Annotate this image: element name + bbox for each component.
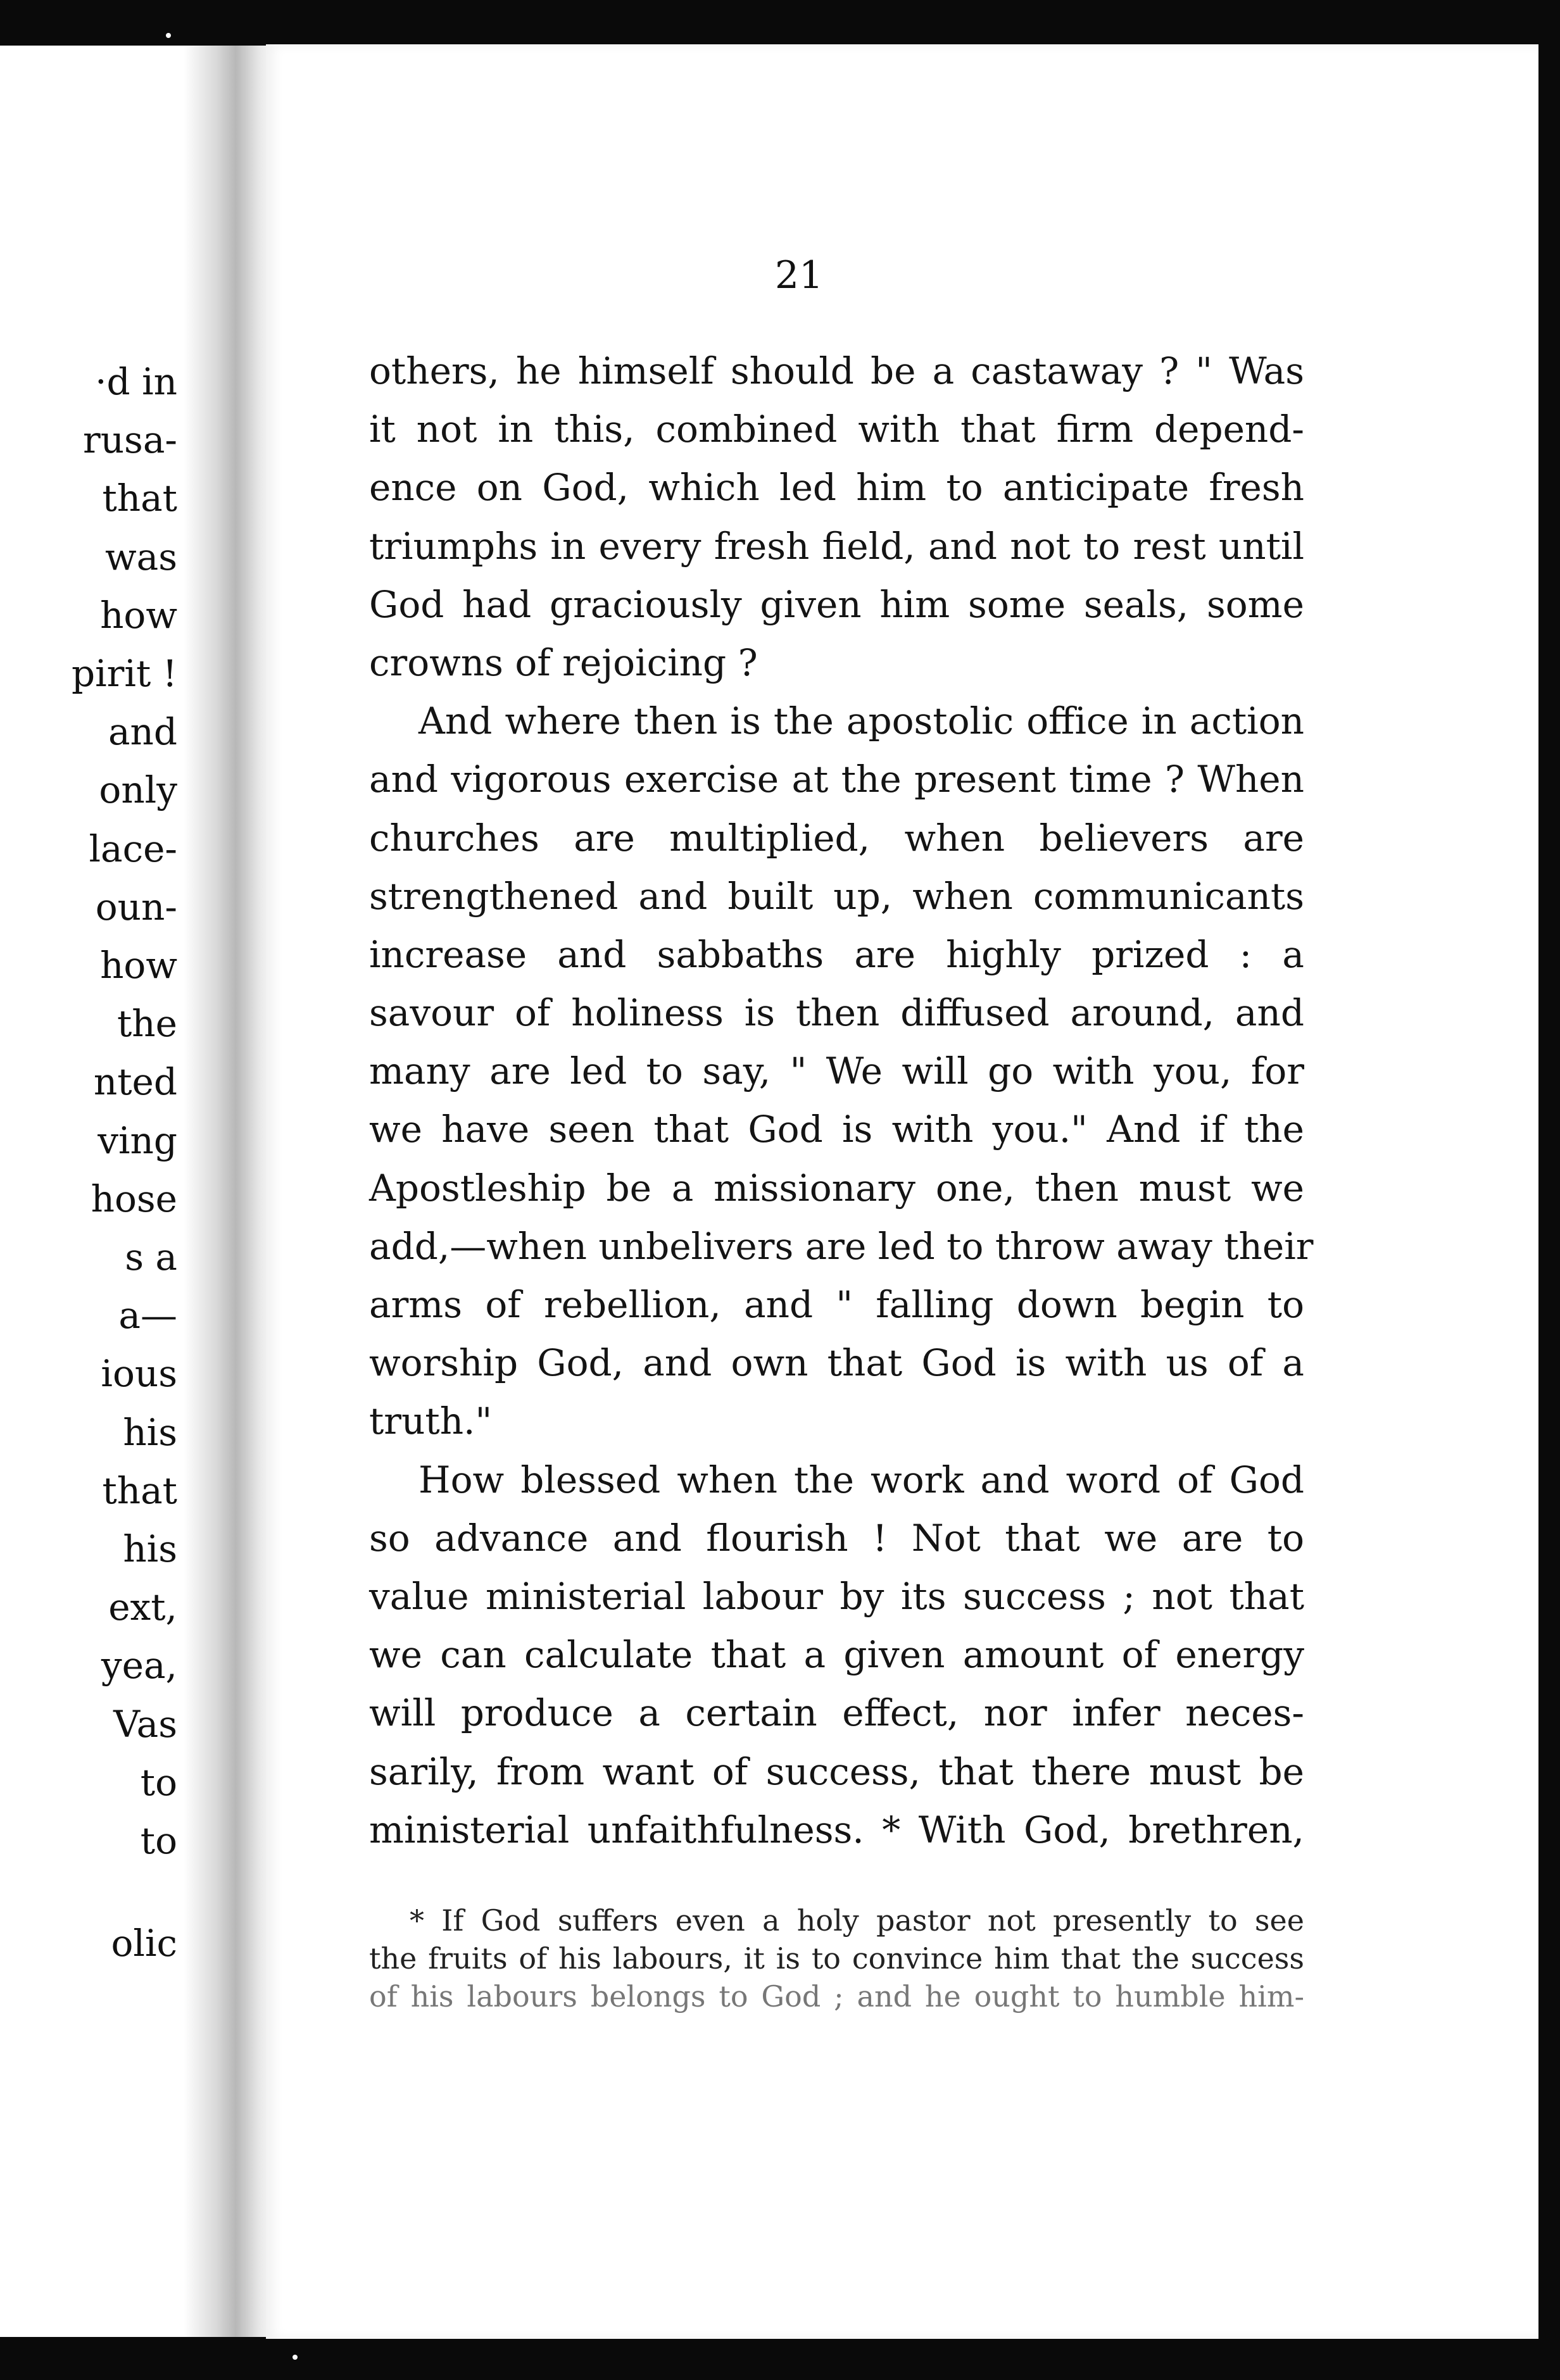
text-line: value ministerial labour by its success ; not that	[369, 1574, 1304, 1618]
previous-page-line-fragment: yea,	[101, 1644, 177, 1688]
text-line: How blessed when the work and word of God	[418, 1458, 1304, 1501]
previous-page-line-fragment: pirit !	[71, 652, 177, 696]
previous-page-line-fragment: his	[123, 1527, 177, 1571]
text-line: we can calculate that a given amount of energy	[369, 1633, 1304, 1677]
text-line: worship God, and own that God is with us of a	[369, 1341, 1304, 1385]
text-line: so advance and flourish ! Not that we are to	[369, 1516, 1304, 1560]
previous-page-line-fragment: the	[117, 1002, 177, 1046]
previous-page-line-fragment: rusa-	[82, 418, 177, 462]
previous-page-text	[72, 353, 177, 1972]
previous-page-line-fragment: hose	[91, 1177, 177, 1220]
previous-page-line-fragment: ·d in	[95, 360, 177, 403]
previous-page-line-fragment: oun-	[95, 885, 177, 929]
previous-page-line-fragment: that	[102, 477, 177, 520]
scan-speck	[166, 33, 171, 38]
previous-page-line-fragment: only	[99, 768, 177, 812]
previous-page-line-fragment: ext,	[108, 1586, 177, 1629]
previous-page-line-fragment: nted	[93, 1060, 177, 1104]
previous-page-line-fragment: Vas	[113, 1702, 177, 1746]
previous-page-line-fragment: ious	[101, 1352, 177, 1396]
text-line: strengthened and built up, when communicants	[369, 874, 1304, 918]
footnote-line: of his labours belongs to God ; and he ought to humble him-	[369, 1979, 1304, 2014]
previous-page-line-fragment: to	[140, 1760, 177, 1804]
previous-page-line-fragment: how	[100, 593, 177, 637]
page-number: 21	[774, 253, 824, 298]
text-line: crowns of rejoicing ?	[369, 641, 758, 684]
scan-speck	[292, 2355, 298, 2360]
text-line: increase and sabbaths are highly prized : a	[369, 932, 1304, 976]
text-line: sarily, from want of success, that there must be	[369, 1750, 1304, 1793]
previous-page-line-fragment: olic	[111, 1922, 177, 1965]
footnote-line: the fruits of his labours, it is to convince him that the success	[369, 1941, 1304, 1976]
text-line: truth."	[369, 1400, 493, 1443]
text-line: it not in this, combined with that firm depend-	[369, 408, 1304, 451]
text-line: triumphs in every fresh field, and not to rest until	[369, 524, 1304, 568]
text-line: God had graciously given him some seals, some	[369, 582, 1304, 626]
previous-page-line-fragment: how	[100, 944, 177, 987]
text-line: And where then is the apostolic office in action	[418, 699, 1304, 743]
text-line: churches are multiplied, when believers are	[369, 816, 1304, 860]
text-line: and vigorous exercise at the present time ? When	[369, 758, 1304, 801]
previous-page-line-fragment: his	[123, 1410, 177, 1454]
text-line: arms of rebellion, and " falling down begin to	[369, 1283, 1304, 1326]
text-line: many are led to say, " We will go with you, for	[369, 1049, 1304, 1093]
text-line: we have seen that God is with you." And if the	[369, 1108, 1304, 1151]
text-line: others, he himself should be a castaway ? " Was	[369, 349, 1304, 392]
previous-page-line-fragment: to	[140, 1819, 177, 1863]
previous-page-line-fragment: was	[105, 535, 177, 579]
previous-page-line-fragment: lace-	[89, 827, 177, 870]
paragraph-gap	[72, 1870, 177, 1914]
text-line: Apostleship be a missionary one, then must we	[369, 1166, 1304, 1210]
page-body-text	[369, 342, 1314, 1859]
book-gutter	[184, 46, 279, 2337]
text-line: ministerial unfaithfulness. * With God, brethren,	[369, 1808, 1304, 1851]
previous-page-line-fragment: that	[102, 1469, 177, 1512]
text-line: ence on God, which led him to anticipate fresh	[369, 466, 1304, 510]
footnote	[369, 1901, 1304, 2015]
text-line: savour of holiness is then diffused around, and	[369, 991, 1304, 1035]
previous-page-line-fragment: s a	[125, 1236, 177, 1279]
text-line: will produce a certain effect, nor infer neces-	[369, 1691, 1304, 1735]
previous-page-line-fragment: and	[108, 710, 177, 754]
text-line: add,—when unbelivers are led to throw away their	[369, 1224, 1314, 1268]
footnote-line: * If God suffers even a holy pastor not presently to see	[410, 1903, 1304, 1938]
previous-page-line-fragment: a—	[118, 1294, 177, 1337]
previous-page-line-fragment: ving	[98, 1118, 177, 1162]
